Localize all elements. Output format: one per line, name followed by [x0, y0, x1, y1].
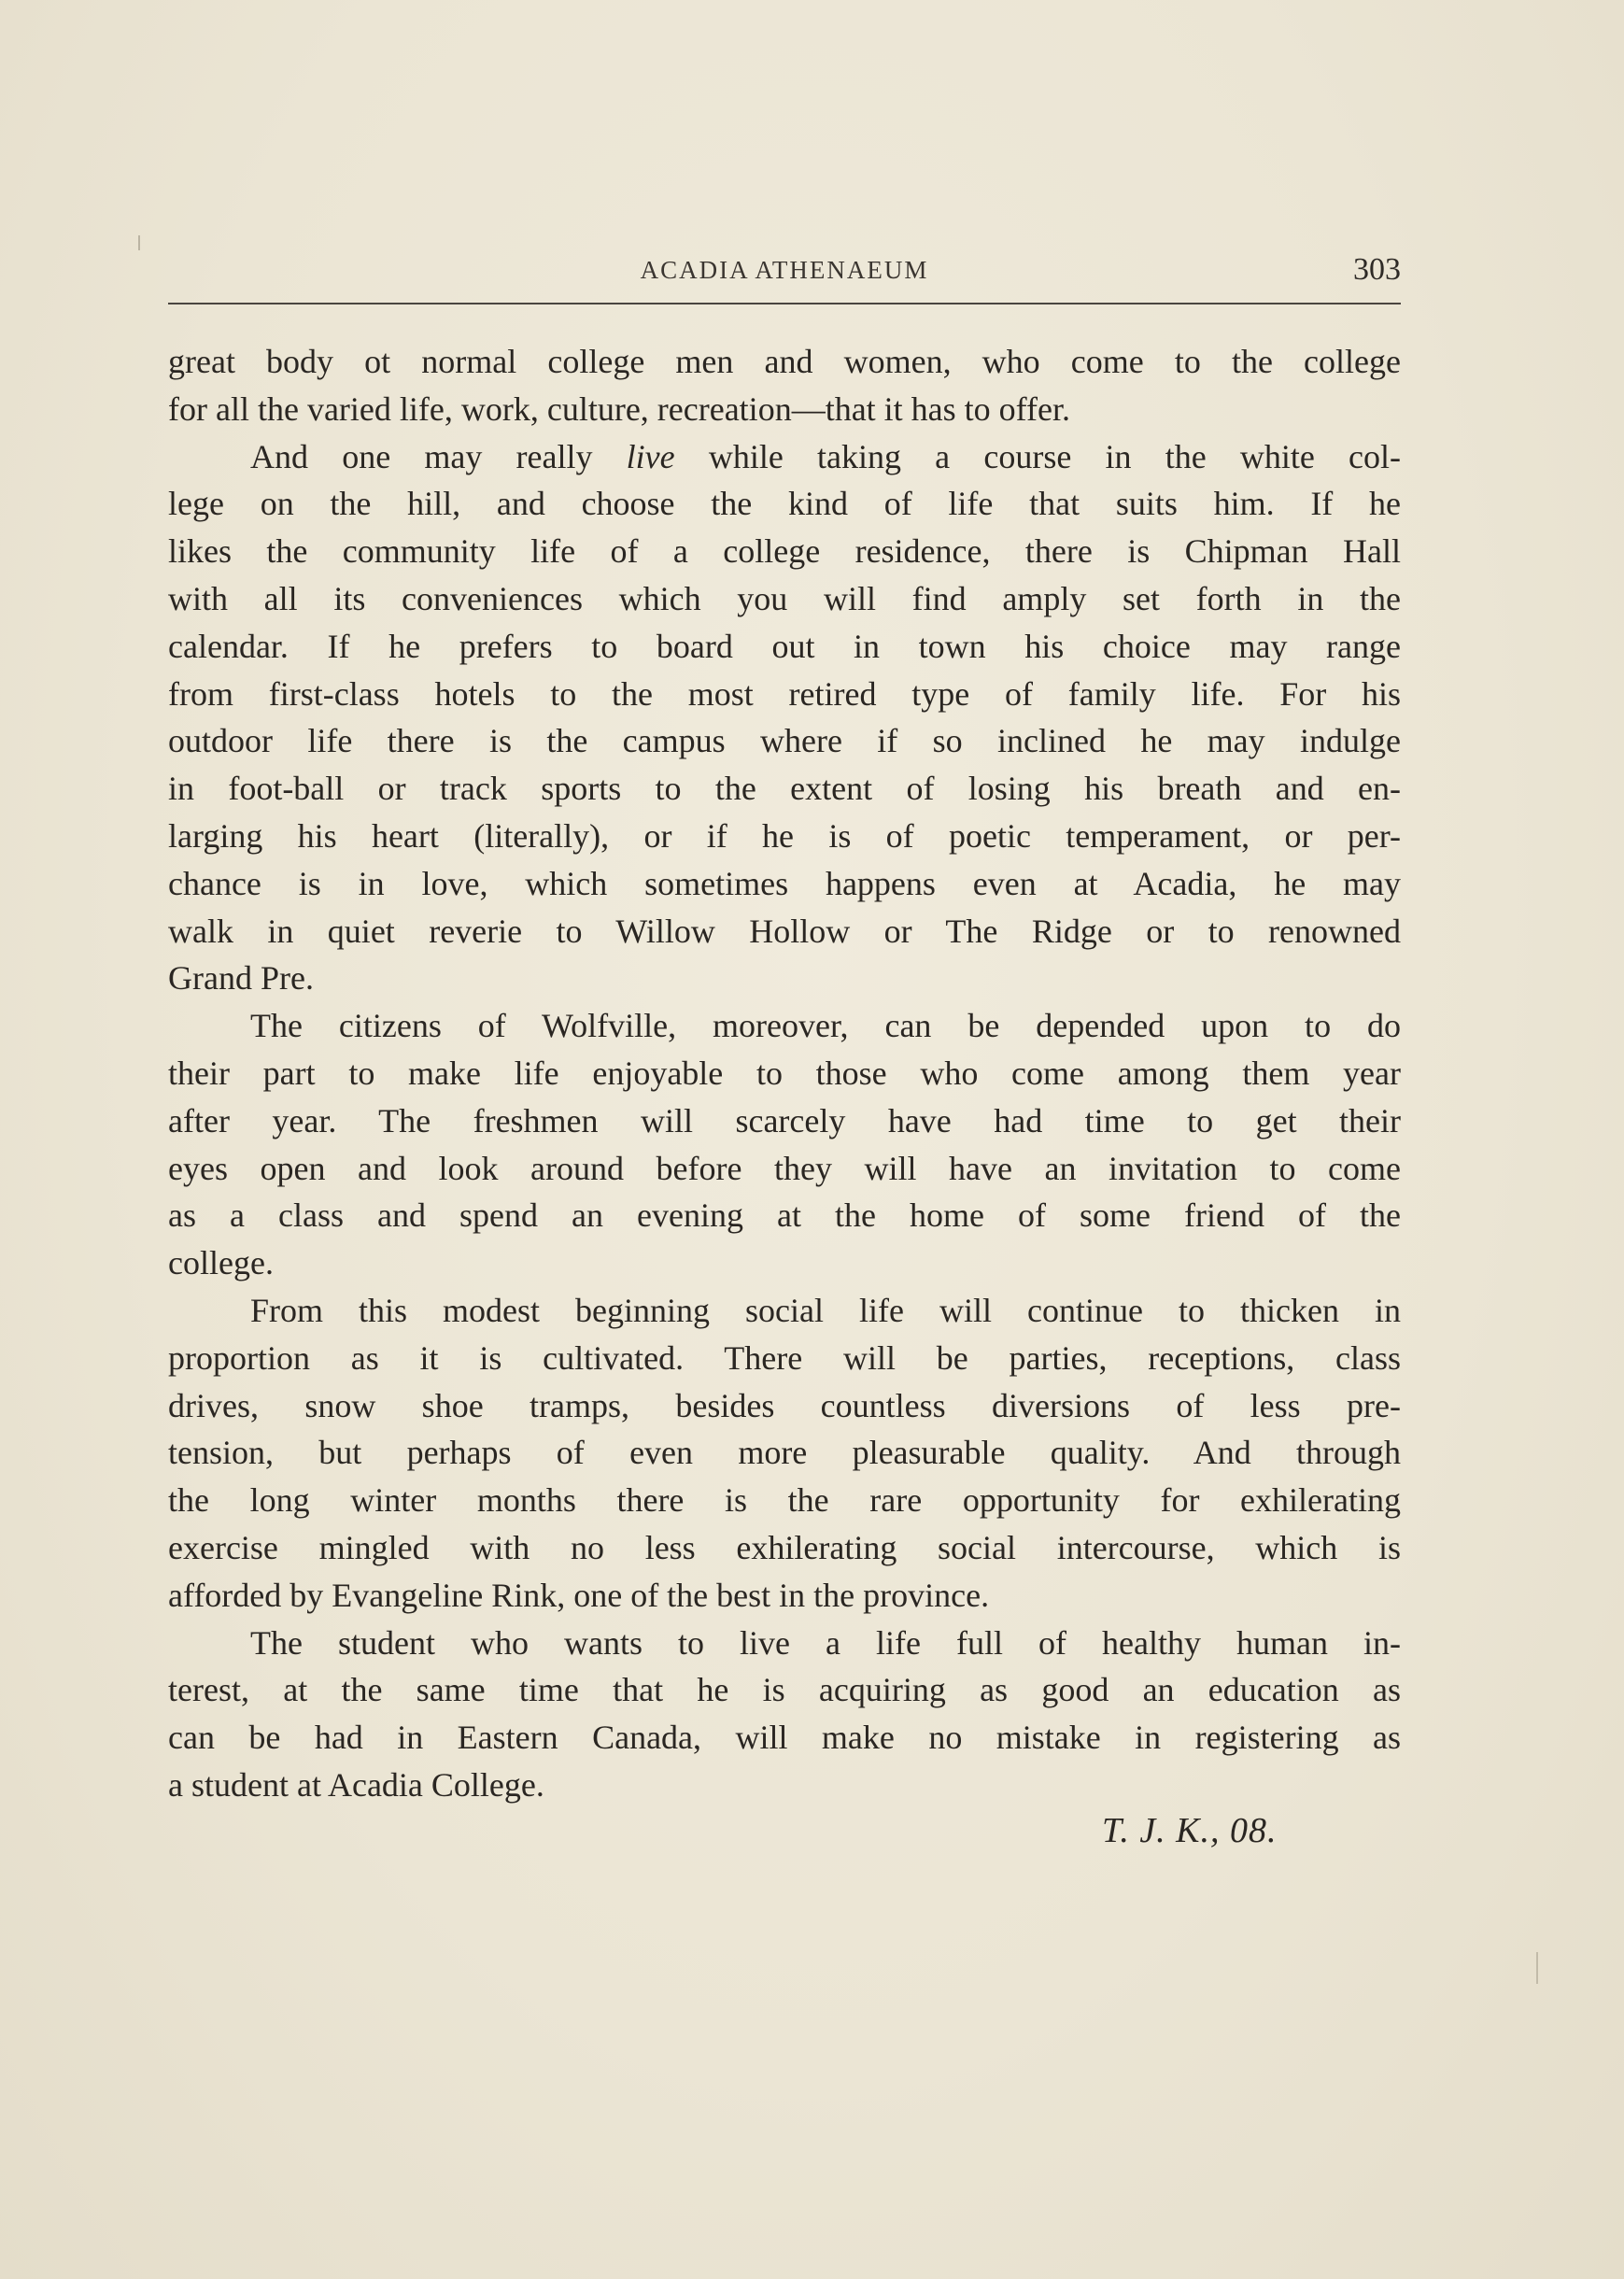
text-line: larging his heart (literally), or if he is of poetic temperament, or per- — [168, 816, 1401, 855]
emphasis-live: live — [626, 437, 675, 475]
text-line: likes the community life of a college residence, there is Chipman Hall — [168, 532, 1401, 571]
text-line: The student who wants to live a life full of healthy human in- — [250, 1623, 1401, 1662]
running-header — [168, 252, 1401, 299]
text-line: afforded by Evangeline Rink, one of the best in the province. — [168, 1576, 990, 1614]
text-line: chance is in love, which sometimes happens even at Acadia, he may — [168, 864, 1401, 902]
text-line: in foot-ball or track sports to the extent of losing his breath and en- — [168, 770, 1401, 808]
text-line: outdoor life there is the campus where if so inclined he may indulge — [168, 722, 1401, 760]
text-line: tension, but perhaps of even more pleasurable quality. And through — [168, 1434, 1401, 1472]
text-line: terest, at the same time that he is acquiring as good an education as — [168, 1671, 1401, 1709]
text-line: lege on the hill, and choose the kind of life that suits him. If he — [168, 485, 1401, 523]
text-line: The citizens of Wolfville, moreover, can be depended upon to do — [250, 1007, 1401, 1045]
text-line: a student at Acadia College. — [168, 1765, 544, 1804]
text-line: college. — [168, 1244, 274, 1282]
text-line: the long winter months there is the rare opportunity for exhilerating — [168, 1481, 1401, 1520]
text-line: Grand Pre. — [168, 959, 314, 998]
text-line: eyes open and look around before they will have an invitation to come — [168, 1149, 1401, 1187]
text-line: great body ot normal college men and women, who come to the college — [168, 343, 1401, 380]
body-text — [168, 338, 1401, 1809]
text-line: after year. The freshmen will scarcely have had time to get their — [168, 1101, 1401, 1140]
text-line: can be had in Eastern Canada, will make no mistake in registering as — [168, 1719, 1401, 1757]
text-line: exercise mingled with no less exhilerating social intercourse, which is — [168, 1528, 1401, 1566]
text-line: proportion as it is cultivated. There will be parties, receptions, class — [168, 1338, 1401, 1377]
page-mark — [138, 235, 140, 250]
page-mark — [1536, 1952, 1538, 1984]
text-line: From this modest beginning social life will continue to thicken in — [250, 1291, 1401, 1329]
text-line: with all its conveniences which you will find amply set forth in the — [168, 579, 1401, 617]
text-line: walk in quiet reverie to Willow Hollow or The Ridge or to renowned — [168, 912, 1401, 950]
running-title: ACADIA ATHENAEUM — [640, 256, 929, 284]
text-line: calendar. If he prefers to board out in town his choice may range — [168, 627, 1401, 665]
text-line: their part to make life enjoyable to those who come among them year — [168, 1054, 1401, 1092]
text-line: for all the varied life, work, culture, recreation—that it has to offer. — [168, 389, 1070, 428]
author-signature: T. J. K., 08. — [1102, 1811, 1278, 1850]
text-line: as a class and spend an evening at the home of some friend of the — [168, 1196, 1401, 1235]
page-number: 303 — [1353, 252, 1401, 287]
header-rule — [168, 303, 1401, 304]
text-line: from first-class hotels to the most retired type of family life. For his — [168, 674, 1401, 713]
text-line-with-emphasis: And one may really live while taking a course in the white col- — [250, 437, 1401, 475]
text-line: drives, snow shoe tramps, besides countless diversions of less pre- — [168, 1386, 1401, 1424]
